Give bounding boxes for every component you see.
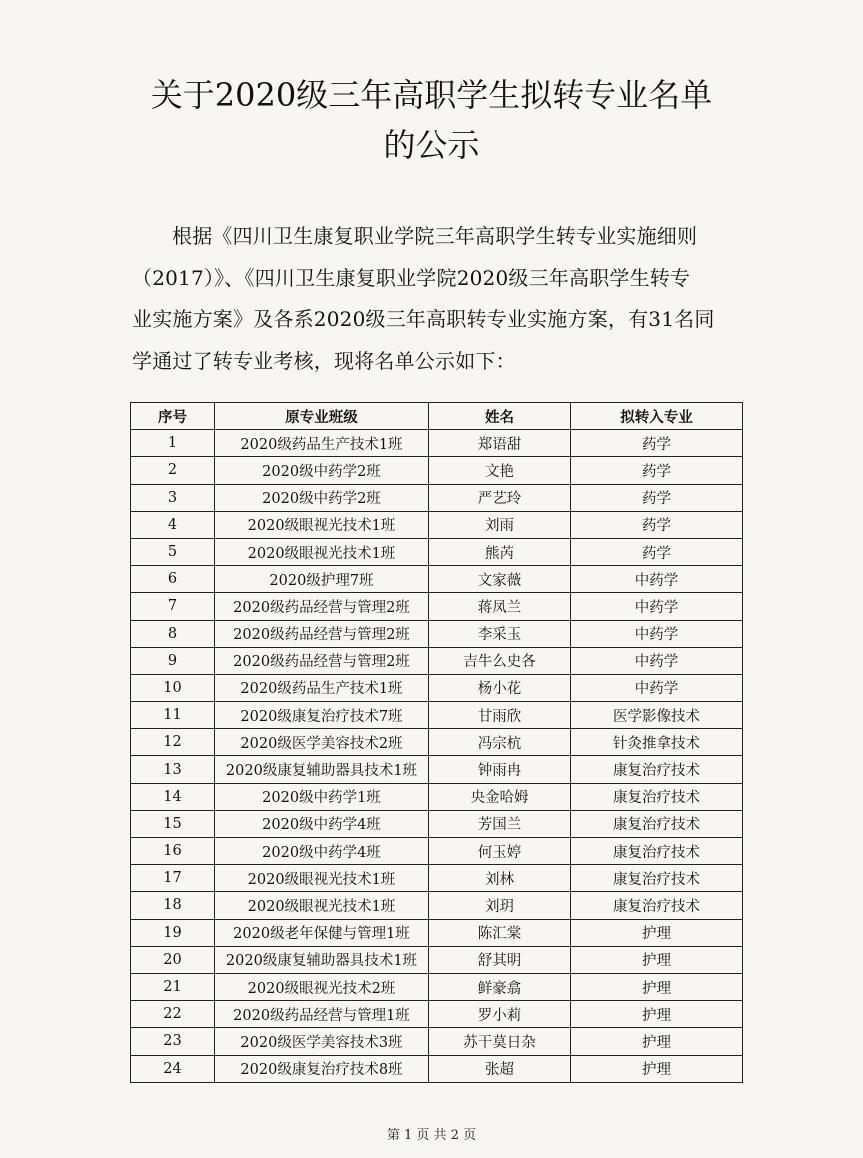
cell-index: 8	[131, 620, 215, 647]
cell-index: 22	[131, 1001, 215, 1028]
cell-original-class: 2020级中药学4班	[215, 838, 429, 865]
cell-original-class: 2020级康复治疗技术8班	[215, 1055, 429, 1082]
cell-target-major: 中药学	[571, 593, 743, 620]
cell-target-major: 护理	[571, 1055, 743, 1082]
cell-target-major: 护理	[571, 1028, 743, 1055]
table-row	[131, 538, 743, 565]
cell-name: 苏干莫日杂	[429, 1028, 571, 1055]
cell-original-class: 2020级医学美容技术3班	[215, 1028, 429, 1055]
cell-target-major: 护理	[571, 973, 743, 1000]
transfer-list-table	[130, 402, 743, 1083]
cell-index: 1	[131, 430, 215, 457]
cell-original-class: 2020级眼视光技术1班	[215, 511, 429, 538]
table-row	[131, 892, 743, 919]
table-row	[131, 457, 743, 484]
cell-index: 2	[131, 457, 215, 484]
cell-target-major: 中药学	[571, 566, 743, 593]
cell-target-major: 护理	[571, 1001, 743, 1028]
table-row	[131, 756, 743, 783]
intro-paragraph	[132, 216, 752, 382]
header-index: 序号	[131, 403, 215, 430]
cell-target-major: 护理	[571, 946, 743, 973]
cell-original-class: 2020级药品经营与管理2班	[215, 647, 429, 674]
table-header-row	[131, 403, 743, 430]
cell-index: 5	[131, 538, 215, 565]
cell-name: 舒其明	[429, 946, 571, 973]
cell-index: 13	[131, 756, 215, 783]
cell-original-class: 2020级眼视光技术2班	[215, 973, 429, 1000]
cell-original-class: 2020级药品生产技术1班	[215, 430, 429, 457]
cell-original-class: 2020级老年保健与管理1班	[215, 919, 429, 946]
cell-name: 杨小花	[429, 674, 571, 701]
cell-target-major: 中药学	[571, 620, 743, 647]
cell-target-major: 医学影像技术	[571, 702, 743, 729]
table-row	[131, 511, 743, 538]
table-row	[131, 430, 743, 457]
cell-target-major: 康复治疗技术	[571, 810, 743, 837]
cell-name: 吉牛么史各	[429, 647, 571, 674]
intro-line: 根据《四川卫生康复职业学院三年高职学生转专业实施细则	[172, 224, 698, 248]
cell-name: 陈汇棠	[429, 919, 571, 946]
cell-name: 严艺玲	[429, 484, 571, 511]
table-row	[131, 729, 743, 756]
table-row	[131, 865, 743, 892]
cell-original-class: 2020级医学美容技术2班	[215, 729, 429, 756]
cell-index: 18	[131, 892, 215, 919]
cell-target-major: 康复治疗技术	[571, 892, 743, 919]
table-row	[131, 566, 743, 593]
cell-original-class: 2020级康复治疗技术7班	[215, 702, 429, 729]
cell-name: 罗小莉	[429, 1001, 571, 1028]
cell-original-class: 2020级药品生产技术1班	[215, 674, 429, 701]
cell-name: 央金哈姆	[429, 783, 571, 810]
cell-name: 甘雨欣	[429, 702, 571, 729]
cell-index: 21	[131, 973, 215, 1000]
cell-name: 刘雨	[429, 511, 571, 538]
table-row	[131, 919, 743, 946]
cell-original-class: 2020级药品经营与管理2班	[215, 593, 429, 620]
table-row	[131, 674, 743, 701]
title-line-1: 关于2020级三年高职学生拟转专业名单	[150, 76, 713, 114]
cell-name: 文艳	[429, 457, 571, 484]
page-number: 第 1 页 共 2 页	[386, 1128, 477, 1143]
cell-original-class: 2020级药品经营与管理1班	[215, 1001, 429, 1028]
cell-name: 张超	[429, 1055, 571, 1082]
table-row	[131, 484, 743, 511]
cell-index: 17	[131, 865, 215, 892]
cell-index: 20	[131, 946, 215, 973]
cell-name: 钟雨冉	[429, 756, 571, 783]
cell-original-class: 2020级眼视光技术1班	[215, 865, 429, 892]
cell-name: 李采玉	[429, 620, 571, 647]
header-original-class: 原专业班级	[215, 403, 429, 430]
cell-index: 7	[131, 593, 215, 620]
cell-original-class: 2020级中药学1班	[215, 783, 429, 810]
table-row	[131, 838, 743, 865]
cell-index: 11	[131, 702, 215, 729]
cell-name: 刘林	[429, 865, 571, 892]
cell-original-class: 2020级中药学2班	[215, 484, 429, 511]
cell-target-major: 护理	[571, 919, 743, 946]
intro-line: 学通过了转专业考核，现将名单公示如下：	[132, 348, 516, 373]
table-row	[131, 810, 743, 837]
cell-index: 3	[131, 484, 215, 511]
table-row	[131, 620, 743, 647]
intro-line: 业实施方案》及各系2020级三年高职转专业实施方案，有31名同	[132, 307, 715, 331]
header-name: 姓名	[429, 403, 571, 430]
cell-target-major: 中药学	[571, 674, 743, 701]
cell-index: 9	[131, 647, 215, 674]
cell-name: 熊芮	[429, 538, 571, 565]
table-row	[131, 702, 743, 729]
cell-index: 24	[131, 1055, 215, 1082]
cell-target-major: 康复治疗技术	[571, 838, 743, 865]
cell-name: 文家薇	[429, 566, 571, 593]
title-line-2: 的公示	[383, 126, 480, 164]
document-title	[60, 70, 803, 170]
cell-name: 蒋凤兰	[429, 593, 571, 620]
cell-name: 冯宗杭	[429, 729, 571, 756]
cell-index: 10	[131, 674, 215, 701]
cell-index: 15	[131, 810, 215, 837]
table-row	[131, 1055, 743, 1082]
cell-original-class: 2020级药品经营与管理2班	[215, 620, 429, 647]
cell-original-class: 2020级康复辅助器具技术1班	[215, 756, 429, 783]
cell-original-class: 2020级护理7班	[215, 566, 429, 593]
cell-original-class: 2020级康复辅助器具技术1班	[215, 946, 429, 973]
table-row	[131, 946, 743, 973]
table-row	[131, 647, 743, 674]
cell-original-class: 2020级眼视光技术1班	[215, 538, 429, 565]
cell-index: 19	[131, 919, 215, 946]
cell-name: 郑语甜	[429, 430, 571, 457]
cell-original-class: 2020级中药学2班	[215, 457, 429, 484]
cell-index: 6	[131, 566, 215, 593]
table-row	[131, 783, 743, 810]
cell-name: 刘玥	[429, 892, 571, 919]
table-row	[131, 1028, 743, 1055]
cell-target-major: 康复治疗技术	[571, 783, 743, 810]
cell-target-major: 康复治疗技术	[571, 865, 743, 892]
cell-target-major: 针灸推拿技术	[571, 729, 743, 756]
cell-index: 16	[131, 838, 215, 865]
cell-index: 4	[131, 511, 215, 538]
cell-index: 23	[131, 1028, 215, 1055]
intro-line: （2017）》、《四川卫生康复职业学院2020级三年高职学生转专	[132, 265, 691, 290]
cell-target-major: 康复治疗技术	[571, 756, 743, 783]
table-row	[131, 1001, 743, 1028]
cell-index: 12	[131, 729, 215, 756]
cell-target-major: 药学	[571, 457, 743, 484]
cell-name: 何玉婷	[429, 838, 571, 865]
header-target-major: 拟转入专业	[571, 403, 743, 430]
cell-original-class: 2020级眼视光技术1班	[215, 892, 429, 919]
cell-target-major: 中药学	[571, 647, 743, 674]
table-row	[131, 973, 743, 1000]
cell-name: 鲜豪翕	[429, 973, 571, 1000]
table-body	[131, 430, 743, 1083]
cell-target-major: 药学	[571, 484, 743, 511]
cell-target-major: 药学	[571, 511, 743, 538]
cell-index: 14	[131, 783, 215, 810]
cell-target-major: 药学	[571, 430, 743, 457]
cell-target-major: 药学	[571, 538, 743, 565]
cell-original-class: 2020级中药学4班	[215, 810, 429, 837]
cell-name: 芳国兰	[429, 810, 571, 837]
table-row	[131, 593, 743, 620]
